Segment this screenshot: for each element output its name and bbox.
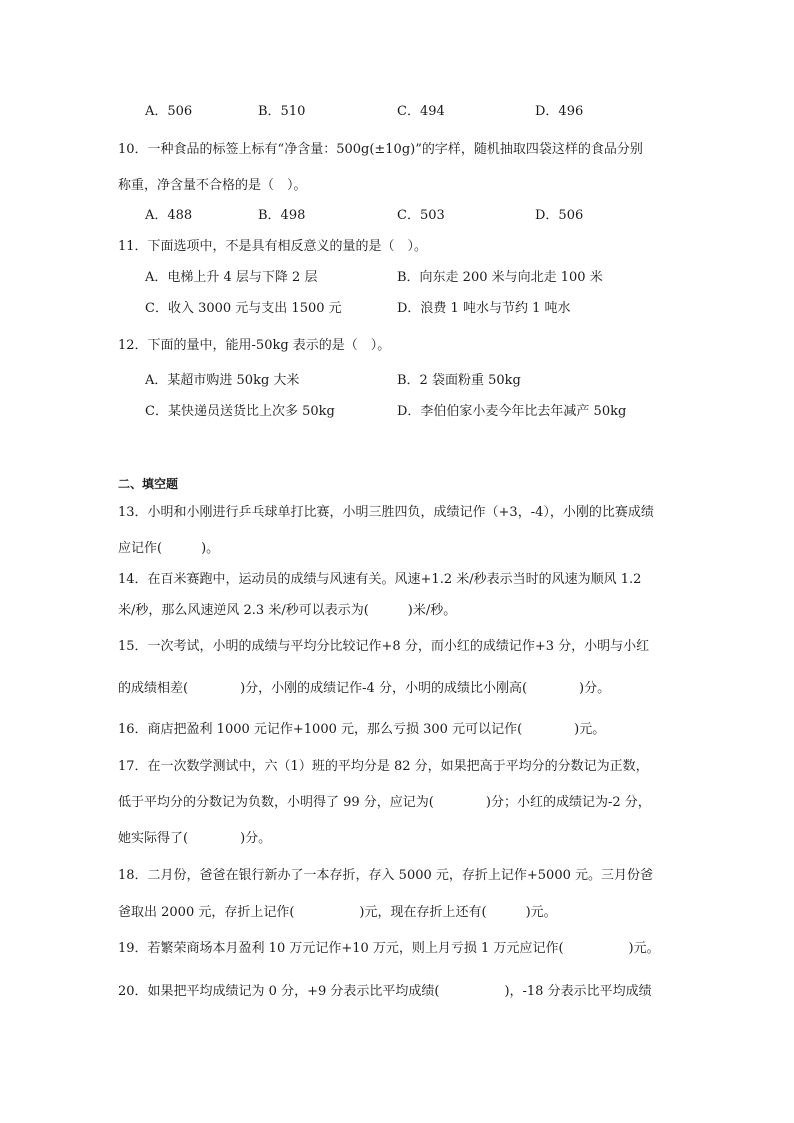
question-15-line-2: 的成绩相差( )分，小刚的成绩记作-4 分，小明的成绩比小刚高( )分。 <box>118 681 611 696</box>
question-10-line-2: 称重，净含量不合格的是（ ）。 <box>118 178 307 193</box>
q12-option-d: D．李伯伯家小麦今年比去年减产 50kg <box>397 404 627 419</box>
q9-option-a: A．506 <box>145 104 193 119</box>
q12-option-a: A．某超市购进 50kg 大米 <box>145 373 300 388</box>
q12-option-c: C．某快递员送货比上次多 50kg <box>145 404 335 419</box>
question-12-line-1: 12．下面的量中，能用-50kg 表示的是（ ）。 <box>118 338 391 353</box>
question-13-line-1: 13．小明和小刚进行乒乓球单打比赛，小明三胜四负，成绩记作（+3，-4），小刚的比赛成绩 <box>118 505 654 520</box>
q10-option-d: D．506 <box>535 208 584 223</box>
q10-option-b: B．498 <box>258 208 306 223</box>
q12-option-b: B．2 袋面粉重 50kg <box>397 373 521 388</box>
question-19-line-1: 19．若繁荣商场本月盈利 10 万元记作+10 万元，则上月亏损 1 万元应记作( )元。 <box>118 941 660 956</box>
question-10-line-1: 10．一种食品的标签上标有“净含量：500g(±10g)”的字样，随机抽取四袋这样的食品分别 <box>118 142 643 157</box>
question-18-line-1: 18．二月份，爸爸在银行新办了一本存折，存入 5000 元，存折上记作+5000 元。三月份爸 <box>118 868 653 883</box>
q11-option-d: D．浪费 1 吨水与节约 1 吨水 <box>397 301 571 316</box>
q9-option-c: C．494 <box>397 104 445 119</box>
question-18-line-2: 爸取出 2000 元，存折上记作( )元，现在存折上还有( )元。 <box>118 905 557 920</box>
section-heading-fill-in: 二、填空题 <box>118 477 179 491</box>
question-11-line-1: 11．下面选项中，不是具有相反意义的量的是（ ）。 <box>118 239 428 254</box>
q11-option-c: C．收入 3000 元与支出 1500 元 <box>145 301 342 316</box>
question-17-line-3: 她实际得了( )分。 <box>118 831 272 846</box>
q9-option-b: B．510 <box>258 104 306 119</box>
q10-option-a: A．488 <box>145 208 193 223</box>
q9-option-d: D．496 <box>535 104 584 119</box>
question-13-line-2: 应记作( )。 <box>118 541 220 556</box>
question-14-line-2: 米/秒，那么风速逆风 2.3 米/秒可以表示为( )米/秒。 <box>118 603 457 618</box>
q11-option-b: B．向东走 200 米与向北走 100 米 <box>397 270 603 285</box>
q11-option-a: A．电梯上升 4 层与下降 2 层 <box>145 270 318 285</box>
question-16-line-1: 16．商店把盈利 1000 元记作+1000 元，那么亏损 300 元可以记作( )元。 <box>118 722 606 737</box>
q10-option-c: C．503 <box>397 208 445 223</box>
question-17-line-2: 低于平均分的分数记为负数，小明得了 99 分，应记为( )分；小红的成绩记为-2 分， <box>118 795 651 810</box>
question-20-line-1: 20．如果把平均成绩记为 0 分，+9 分表示比平均成绩( )，-18 分表示比平均成绩 <box>118 984 652 999</box>
question-15-line-1: 15．一次考试，小明的成绩与平均分比较记作+8 分，而小红的成绩记作+3 分，小明与小红 <box>118 639 650 654</box>
question-17-line-1: 17．在一次数学测试中，六（1）班的平均分是 82 分，如果把高于平均分的分数记为正数， <box>118 759 649 774</box>
question-14-line-1: 14．在百米赛跑中，运动员的成绩与风速有关。风速+1.2 米/秒表示当时的风速为顺风 1.2 <box>118 572 642 587</box>
